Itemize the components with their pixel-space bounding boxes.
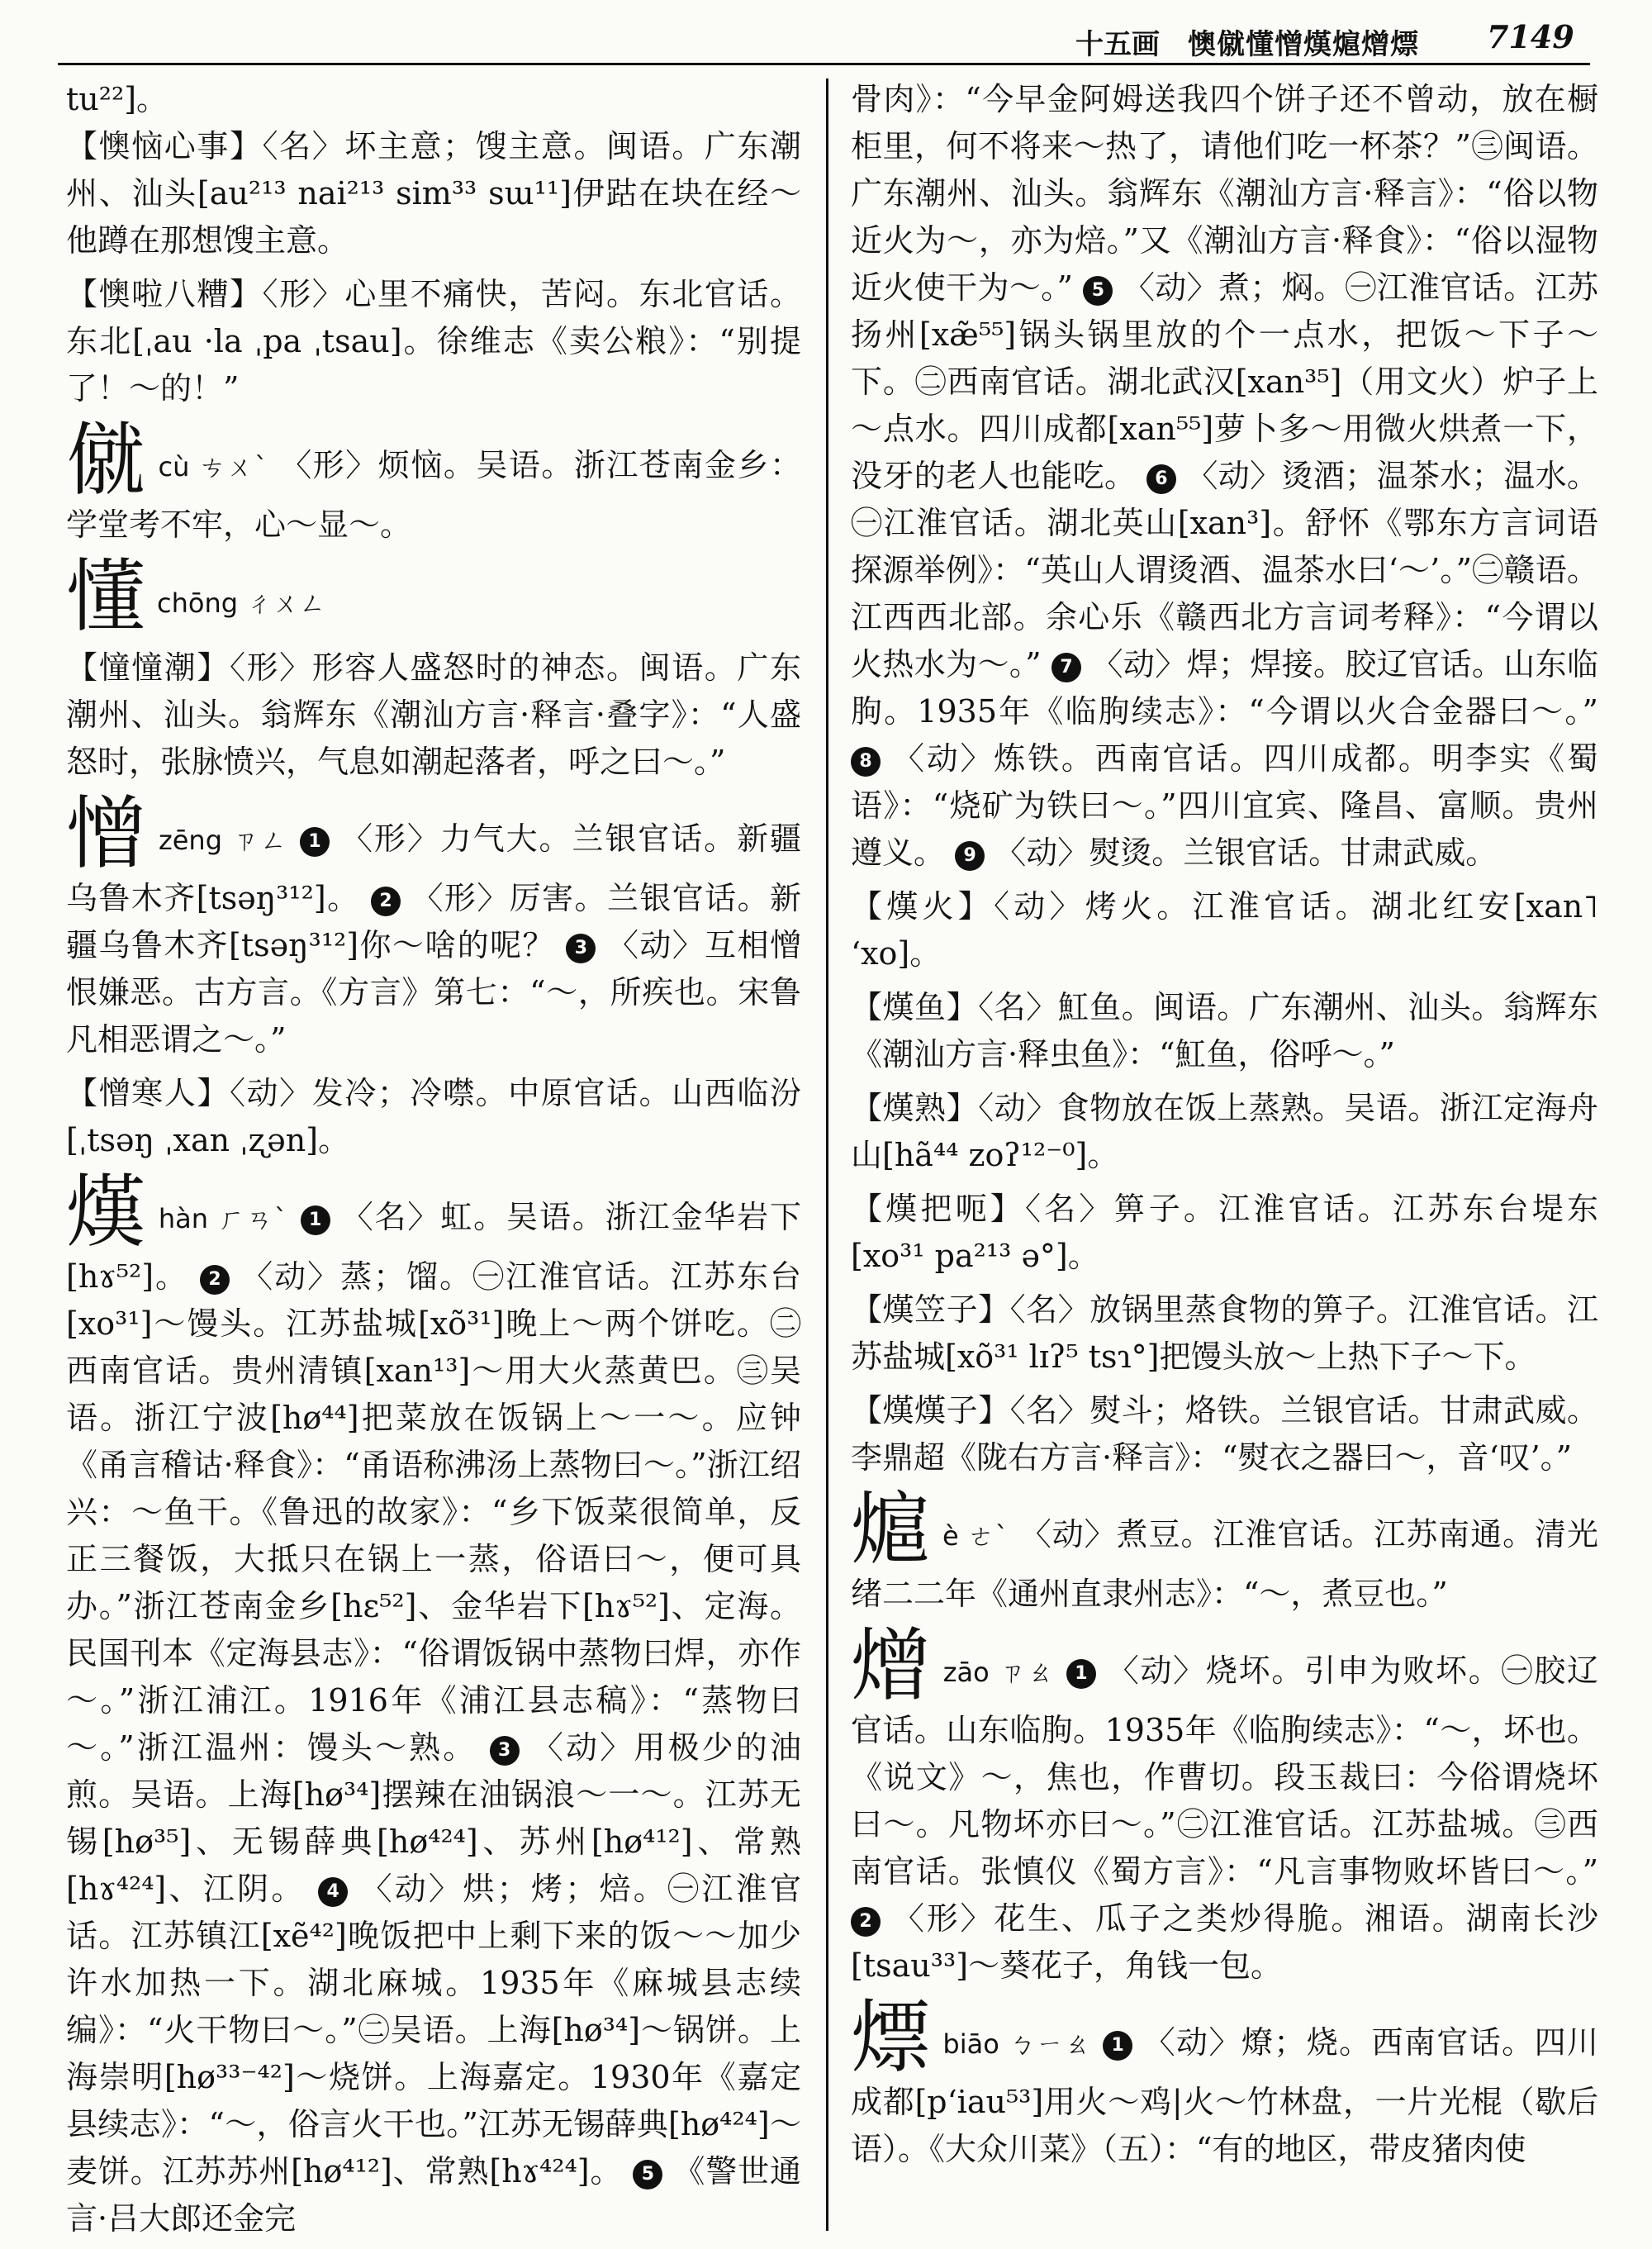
headword-char: 懂	[66, 550, 145, 643]
sense-number-icon: 5	[633, 2160, 662, 2190]
headword-char: 熯	[66, 1166, 147, 1258]
entry-hanbae: 【熯把呃】〈名〉箅子。江淮官话。江苏东台堤东[xo³¹ pa²¹³ ə°]。	[851, 1191, 1598, 1274]
definition: 〈形〉烦恼。吴语。浙江苍南金乡：学堂考不牢，心～显～。	[66, 447, 801, 543]
entry-hanshu: 【熯熟】〈动〉食物放在饭上蒸熟。吴语。浙江定海舟山[hã⁴⁴ zoʔ¹²⁻⁰]。	[851, 1090, 1598, 1173]
sense-number-icon: 2	[371, 887, 401, 916]
sense-text: 〈动〉互相憎恨嫌恶。古方言。《方言》第七：“～，所疾也。宋鲁凡相恶谓之～。”	[66, 927, 801, 1058]
entry-hanhanzi: 【熯熯子】〈名〉熨斗；烙铁。兰银官话。甘肃武威。李鼎超《陇右方言·释言》：“熨衣之器曰～，音‘叹’。”	[851, 1392, 1598, 1476]
sense-number-icon: 8	[851, 747, 881, 777]
sense-number-icon: 5	[1083, 276, 1113, 306]
entry-zenghanren: 【憎寒人】〈动〉发冷；冷噤。中原官话。山西临汾[ˌtsəŋ ˌxan ˌʐən]。	[66, 1075, 801, 1158]
sense-number-icon: 4	[318, 1877, 348, 1907]
pinyin: zēng ㄗㄥ	[158, 825, 288, 856]
headword-char: 熷	[851, 1619, 932, 1712]
sense-number-icon: 2	[851, 1907, 881, 1937]
headword-chong	[66, 550, 801, 643]
entry-aonao-xinshi: 【懊恼心事】〈名〉坏主意；馊主意。闽语。广东潮州、汕头[au²¹³ nai²¹³ sim³³ sɯ¹¹]伊跍在块在经～他蹲在那想馊主意。	[66, 128, 801, 259]
headword-zao	[851, 1619, 1598, 1990]
headword-e	[851, 1483, 1598, 1618]
pinyin: zāo ㄗㄠ	[942, 1657, 1056, 1688]
page-number: 7149	[1487, 18, 1574, 55]
header-characters: 懊僦懂憎熯熩熷熛	[1188, 28, 1419, 61]
sense-text: 〈动〉燎；烧。西南官话。四川成都[pʻiau⁵³]用火～鸡|火～竹林盘，一片光棍（歇后语）。《大众川菜》（五）：“有的地区，带皮猪肉使	[851, 2024, 1598, 2167]
sense-text: 〈动〉烧坏。引申为败坏。㊀胶辽官话。山东临朐。1935年《临朐续志》：“～，坏也。《说文》～，焦也，作曹切。段玉裁曰：今俗谓烧坏曰～。凡物坏亦曰～。”㊁江淮官话。江苏盐城。㊂西南官话。张慎仪《蜀方言》：“凡言事物败坏皆曰～。”	[851, 1652, 1598, 1890]
pinyin: biāo ㄅㄧㄠ	[942, 2028, 1092, 2060]
headword-zeng	[66, 787, 801, 1063]
header-rule	[58, 63, 1590, 65]
right-column	[851, 76, 1598, 2180]
continuation-line: tu²²]。	[66, 81, 169, 117]
sense-number-icon: 6	[1146, 464, 1176, 494]
pinyin: cù ㄘㄨˋ	[158, 451, 269, 483]
headword-char: 熛	[851, 1991, 932, 2084]
entry-han-continued	[851, 76, 1598, 877]
left-column	[66, 76, 801, 2249]
sense-text: 〈动〉炼铁。西南官话。四川成都。明李实《蜀语》：“烧矿为铁曰～。”四川宜宾、隆昌、富顺。贵州遵义。	[851, 740, 1598, 871]
entry-hanyu: 【熯鱼】〈名〉魟鱼。闽语。广东潮州、汕头。翁辉东《潮汕方言·释虫鱼》：“魟鱼，俗呼～。”	[851, 989, 1598, 1072]
pinyin: chōng ㄔㄨㄥ	[157, 587, 326, 619]
sense-text: 〈形〉花生、瓜子之类炒得脆。湘语。湖南长沙[tsau³³]～葵花子，角钱一包。	[851, 1900, 1598, 1984]
headword-char: 熩	[851, 1483, 931, 1576]
entry-hanlizi: 【熯笠子】〈名〉放锅里蒸食物的箅子。江淮官话。江苏盐城[xõ³¹ lɪʔ⁵ tsɿ°]把馒头放～上热下子～下。	[851, 1291, 1598, 1375]
entry-aola-bazao: 【懊啦八糟】〈形〉心里不痛快，苦闷。东北官话。东北[ˌau ·la ˌpa ˌtsau]。徐维志《卖公粮》：“别提了！～的！”	[66, 276, 801, 407]
sense-text: 〈动〉烫酒；温茶水；温水。㊀江淮官话。湖北英山[xan³]。舒怀《鄂东方言词语探源举例》：“英山人谓烫酒、温茶水曰‘～’。”㊁赣语。江西西北部。余心乐《赣西北方言词考释》：“今谓以火热水为～。”	[851, 458, 1598, 682]
sense-number-icon: 1	[1066, 1659, 1096, 1689]
sense-text: 〈动〉蒸；馏。㊀江淮官话。江苏东台[xo³¹]～馒头。江苏盐城[xõ³¹]晚上～两个饼吃。㊁西南官话。贵州清镇[xan¹³]～用大火蒸黄巴。㊂吴语。浙江宁波[hø⁴⁴]把菜放在饭锅上～一～。应钟《甬言稽诂·释食》：“甬语称沸汤上蒸物曰～。”浙江绍兴：～鱼干。《鲁迅的故家》：“乡下饭菜很简单，反正三餐饭，大抵只在锅上一蒸，俗语曰～，便可具办。”浙江苍南金乡[hɛ⁵²]、金华岩下[hɤ⁵²]、定海。民国刊本《定海县志》：“俗谓饭锅中蒸物曰焊，亦作～。”浙江浦江。1916年《浦江县志稿》：“蒸物曰～。”浙江温州：馒头～熟。	[66, 1258, 801, 1766]
header-section: 十五画	[1075, 28, 1160, 61]
sense-text: 〈动〉熨烫。兰银官话。甘肃武威。	[995, 834, 1498, 871]
sense-number-icon: 3	[566, 934, 596, 963]
pinyin: hàn ㄏㄢˋ	[158, 1203, 289, 1234]
sense-number-icon: 7	[1051, 653, 1081, 682]
entry-hanhuo: 【熯火】〈动〉烤火。江淮官话。湖北红安[xan˥ ʻxo]。	[851, 888, 1598, 972]
headword-char: 憎	[66, 787, 147, 880]
sense-text: 〈动〉焊；焊接。胶辽官话。山东临朐。1935年《临朐续志》：“今谓以火合金器曰～。”	[851, 646, 1598, 730]
sense-number-icon: 3	[490, 1736, 520, 1766]
sense-number-icon: 1	[1103, 2031, 1132, 2061]
sense-text: 〈动〉煮；焖。㊀江淮官话。江苏扬州[xæ̃⁵⁵]锅头锅里放的个一点水，把饭～下子～下。㊁西南官话。湖北武汉[xan³⁵]（用文火）炉子上～点水。四川成都[xan⁵⁵]萝卜多～用微火烘煮一下，没牙的老人也能吃。	[851, 269, 1598, 494]
headword-cu	[66, 414, 801, 549]
column-divider	[826, 78, 828, 2231]
sense-number-icon: 1	[300, 827, 330, 857]
sense-text: 《警世通言·吕大郎还金完	[66, 2153, 801, 2237]
headword-char: 僦	[66, 414, 147, 506]
definition: 〈动〉煮豆。江淮官话。江苏南通。清光绪二二年《通州直隶州志》：“～，煮豆也。”	[851, 1516, 1598, 1612]
headword-biao	[851, 1991, 1598, 2173]
sense-number-icon: 1	[301, 1205, 330, 1235]
sense-number-icon: 2	[200, 1265, 230, 1295]
sense-text: 〈形〉力气大。兰银官话。新疆乌鲁木齐[tsəŋ³¹²]。	[66, 820, 801, 916]
sense-text: 〈动〉用极少的油煎。吴语。上海[hø³⁴]摆辣在油锅浪～一～。江苏无锡[hø³⁵]、无锡薛典[hø⁴²⁴]、苏州[hø⁴¹²]、常熟[hɤ⁴²⁴]、江阴。	[66, 1729, 801, 1907]
headword-han	[66, 1166, 801, 2242]
page-header	[0, 15, 1652, 63]
sense-text: 〈形〉厉害。兰银官话。新疆乌鲁木齐[tsəŋ³¹²]你～啥的呢？	[66, 880, 801, 963]
sense-number-icon: 9	[955, 841, 985, 871]
entry-chongchongchao: 【憧憧潮】〈形〉形容人盛怒时的神态。闽语。广东潮州、汕头。翁辉东《潮汕方言·释言·叠字》：“人盛怒时，张脉愤兴，气息如潮起落者，呼之曰～。”	[66, 649, 801, 780]
pinyin: è ㄜˋ	[942, 1520, 1009, 1552]
sense-text: 〈名〉虹。吴语。浙江金华岩下[hɤ⁵²]。	[66, 1199, 801, 1295]
sense-text: 〈动〉烘；烤；焙。㊀江淮官话。江苏镇江[xẽ⁴²]晚饭把中上剩下来的饭～～加少许水加热一下。湖北麻城。1935年《麻城县志续编》：“火干物曰～。”㊁吴语。上海[hø³⁴]～锅饼。上海崇明[hø³³⁻⁴²]～烧饼。上海嘉定。1930年《嘉定县续志》：“～，俗言火干也。”江苏无锡薛典[hø⁴²⁴]～麦饼。江苏苏州[hø⁴¹²]、常熟[hɤ⁴²⁴]。	[66, 1871, 801, 2190]
sense-text: 骨肉》：“今早金阿姆送我四个饼子还不曾动，放在橱柜里，何不将来～热了，请他们吃一杯茶？”㊂闽语。广东潮州、汕头。翁辉东《潮汕方言·释言》：“俗以物近火为～，亦为焙。”又《潮汕方言·释食》：“俗以湿物近火使干为～。”	[851, 81, 1598, 306]
